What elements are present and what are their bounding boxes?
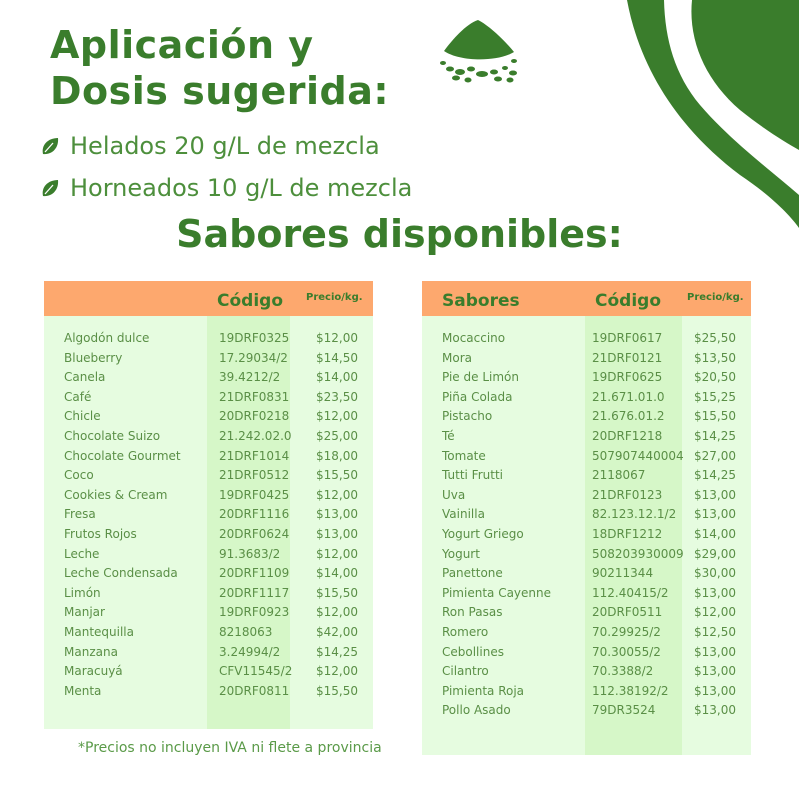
- cell-flavor: Tomate: [442, 448, 486, 463]
- cell-price: $12,00: [316, 546, 358, 561]
- cell-price: $20,50: [694, 370, 736, 385]
- cell-flavor: Vainilla: [442, 507, 485, 522]
- table-row: [422, 370, 751, 390]
- cell-price: $29,00: [694, 546, 736, 561]
- cell-code: 3.24994/2: [219, 644, 281, 659]
- cell-code: 90211344: [592, 566, 654, 581]
- cell-price: $12,00: [316, 409, 358, 424]
- cell-flavor: Café: [64, 389, 92, 404]
- cell-price: $13,00: [316, 507, 358, 522]
- cell-flavor: Blueberry: [64, 350, 123, 365]
- table-row: [44, 586, 373, 606]
- table-row: [422, 488, 751, 508]
- table-row: [44, 547, 373, 567]
- cell-flavor: Piña Colada: [442, 389, 513, 404]
- table-row: [422, 351, 751, 371]
- cell-price: $15,50: [694, 409, 736, 424]
- cell-flavor: Pie de Limón: [442, 370, 519, 385]
- cell-code: 19DRF0325: [219, 331, 290, 345]
- cell-code: 112.38192/2: [592, 683, 669, 698]
- table-row: [44, 390, 373, 410]
- cell-flavor: Coco: [64, 468, 94, 483]
- table-row: [44, 409, 373, 429]
- cell-code: 91.3683/2: [219, 546, 281, 561]
- table-header: [422, 281, 751, 316]
- header-flavor: Sabores: [442, 291, 520, 311]
- table-row: [44, 429, 373, 449]
- cell-flavor: Manjar: [64, 605, 105, 620]
- cell-code: 70.3388/2: [592, 664, 654, 679]
- cell-price: $13,00: [694, 507, 736, 522]
- cell-flavor: Uva: [442, 487, 466, 502]
- table-row: [422, 645, 751, 665]
- dosage-text: Horneados 10 g/L de mezcla: [70, 174, 413, 202]
- table-row: [44, 331, 373, 351]
- cell-flavor: Cebollines: [442, 644, 504, 659]
- dosage-text: Helados 20 g/L de mezcla: [70, 132, 380, 160]
- cell-code: CFV11545/2: [219, 664, 293, 679]
- table-row: [422, 625, 751, 645]
- cell-flavor: Yogurt Griego: [442, 527, 524, 541]
- cell-price: $13,00: [694, 664, 736, 679]
- table-header: [44, 281, 373, 316]
- header-price: Precio/kg.: [687, 292, 744, 303]
- table-row: [44, 645, 373, 665]
- table-row: [422, 527, 751, 547]
- cell-code: 21DRF0831: [219, 389, 290, 404]
- footnote: *Precios no incluyen IVA ni flete a provincia: [78, 740, 382, 756]
- cell-code: 20DRF1116: [219, 507, 290, 522]
- table-row: [422, 566, 751, 586]
- cell-code: 507907440004: [592, 448, 684, 463]
- cell-price: $12,00: [694, 605, 736, 620]
- cell-price: $23,50: [316, 389, 358, 404]
- table-row: [422, 390, 751, 410]
- cell-price: $13,00: [694, 487, 736, 502]
- cell-price: $18,00: [316, 448, 358, 463]
- cell-code: 20DRF1109: [219, 566, 290, 581]
- cell-price: $27,00: [694, 448, 736, 463]
- table-row: [44, 351, 373, 371]
- table-row: [44, 507, 373, 527]
- cell-flavor: Manzana: [64, 644, 118, 659]
- dosage-item: [40, 174, 412, 202]
- table-row: [422, 468, 751, 488]
- cell-flavor: Yogurt: [442, 546, 480, 561]
- cell-price: $12,00: [316, 605, 358, 620]
- cell-code: 20DRF1117: [219, 585, 290, 600]
- cell-price: $12,00: [316, 331, 358, 345]
- flavors-table-left: [44, 281, 373, 729]
- cell-code: 19DRF0625: [592, 370, 663, 385]
- cell-code: 21.676.01.2: [592, 409, 665, 424]
- header-code: Código: [595, 291, 661, 311]
- cell-price: $13,00: [694, 585, 736, 600]
- table-row: [422, 331, 751, 351]
- table-row: [422, 449, 751, 469]
- cell-flavor: Ron Pasas: [442, 605, 503, 620]
- cell-flavor: Cookies & Cream: [64, 487, 168, 502]
- table-row: [44, 605, 373, 625]
- cell-price: $42,00: [316, 625, 358, 639]
- cell-flavor: Frutos Rojos: [64, 527, 137, 541]
- cell-price: $15,50: [316, 585, 358, 600]
- cell-flavor: Mantequilla: [64, 625, 134, 639]
- cell-price: $25,00: [316, 429, 358, 443]
- table-row: [44, 684, 373, 704]
- cell-flavor: Menta: [64, 683, 102, 698]
- table-row: [44, 370, 373, 390]
- table-row: [422, 605, 751, 625]
- cell-flavor: Pimienta Cayenne: [442, 585, 552, 600]
- cell-flavor: Leche: [64, 546, 100, 561]
- table-row: [44, 566, 373, 586]
- cell-flavor: Pimienta Roja: [442, 683, 525, 698]
- leaf-icon: [40, 136, 60, 156]
- cell-code: 112.40415/2: [592, 585, 669, 600]
- cell-price: $13,00: [694, 644, 736, 659]
- table-row: [422, 429, 751, 449]
- cell-price: $14,25: [316, 644, 358, 659]
- table-row: [44, 625, 373, 645]
- cell-flavor: Limón: [64, 585, 101, 600]
- leaf-icon: [40, 178, 60, 198]
- table-row: [422, 684, 751, 704]
- table-row: [422, 586, 751, 606]
- table-row: [44, 468, 373, 488]
- cell-code: 70.29925/2: [592, 625, 661, 639]
- cell-code: 21.242.02.0: [219, 429, 292, 443]
- cell-flavor: Chicle: [64, 409, 101, 424]
- cell-price: $13,00: [316, 527, 358, 541]
- table-row: [44, 488, 373, 508]
- cell-code: 2118067: [592, 468, 646, 483]
- cell-price: $15,50: [316, 468, 358, 483]
- table-row: [422, 409, 751, 429]
- cell-code: 20DRF0511: [592, 605, 663, 620]
- cell-code: 508203930009: [592, 546, 684, 561]
- cell-code: 19DRF0425: [219, 487, 290, 502]
- cell-flavor: Canela: [64, 370, 106, 385]
- cell-flavor: Chocolate Suizo: [64, 429, 161, 443]
- cell-price: $12,50: [694, 625, 736, 639]
- cell-flavor: Tutti Frutti: [442, 468, 503, 483]
- cell-flavor: Mora: [442, 350, 472, 365]
- cell-flavor: Pistacho: [442, 409, 493, 424]
- table-row: [44, 527, 373, 547]
- cell-flavor: Té: [442, 429, 455, 443]
- cell-flavor: Romero: [442, 625, 489, 639]
- cell-price: $14,00: [316, 370, 358, 385]
- powder-pile-icon: [438, 18, 523, 86]
- page-title: [50, 22, 389, 114]
- cell-code: 20DRF0218: [219, 409, 290, 424]
- cell-flavor: Fresa: [64, 507, 96, 522]
- cell-code: 19DRF0923: [219, 605, 290, 620]
- cell-code: 70.30055/2: [592, 644, 661, 659]
- cell-flavor: Pollo Asado: [442, 703, 511, 718]
- cell-price: $13,00: [694, 703, 736, 718]
- cell-flavor: Mocaccino: [442, 331, 506, 345]
- cell-flavor: Chocolate Gourmet: [64, 448, 181, 463]
- header-price: Precio/kg.: [306, 292, 363, 303]
- dosage-item: [40, 132, 380, 160]
- table-row: [422, 547, 751, 567]
- cell-code: 20DRF0624: [219, 527, 290, 541]
- header-code: Código: [217, 291, 283, 311]
- cell-price: $12,00: [316, 664, 358, 679]
- cell-code: 39.4212/2: [219, 370, 281, 385]
- cell-code: 20DRF1218: [592, 429, 663, 443]
- table-row: [44, 449, 373, 469]
- cell-price: $15,25: [694, 389, 736, 404]
- cell-flavor: Cilantro: [442, 664, 489, 679]
- cell-code: 17.29034/2: [219, 350, 288, 365]
- cell-code: 21DRF1014: [219, 448, 290, 463]
- table-row: [422, 664, 751, 684]
- cell-flavor: Leche Condensada: [64, 566, 178, 581]
- title-line-2: Dosis sugerida:: [50, 69, 390, 113]
- table-row: [422, 703, 751, 723]
- cell-code: 21DRF0121: [592, 350, 663, 365]
- cell-code: 21DRF0123: [592, 487, 663, 502]
- cell-price: $14,00: [694, 527, 736, 541]
- cell-code: 8218063: [219, 625, 273, 639]
- title-line-1: Aplicación y: [50, 23, 314, 67]
- table-row: [422, 507, 751, 527]
- cell-code: 20DRF0811: [219, 683, 290, 698]
- table-row: [44, 664, 373, 684]
- cell-price: $13,50: [694, 350, 736, 365]
- section-title: Sabores disponibles:: [176, 212, 623, 256]
- cell-price: $14,50: [316, 350, 358, 365]
- cell-flavor: Algodón dulce: [64, 331, 150, 345]
- cell-code: 18DRF1212: [592, 527, 663, 541]
- cell-code: 82.123.12.1/2: [592, 507, 677, 522]
- cell-price: $14,25: [694, 429, 736, 443]
- cell-price: $14,00: [316, 566, 358, 581]
- cell-price: $14,25: [694, 468, 736, 483]
- cell-flavor: Maracuyá: [64, 664, 123, 679]
- cell-price: $12,00: [316, 487, 358, 502]
- cell-code: 21.671.01.0: [592, 389, 665, 404]
- cell-price: $30,00: [694, 566, 736, 581]
- cell-flavor: Panettone: [442, 566, 503, 581]
- cell-code: 79DR3524: [592, 703, 656, 718]
- cell-code: 19DRF0617: [592, 331, 663, 345]
- flavors-table-right: [422, 281, 751, 755]
- cell-price: $25,50: [694, 331, 736, 345]
- cell-price: $15,50: [316, 683, 358, 698]
- cell-price: $13,00: [694, 683, 736, 698]
- cell-code: 21DRF0512: [219, 468, 290, 483]
